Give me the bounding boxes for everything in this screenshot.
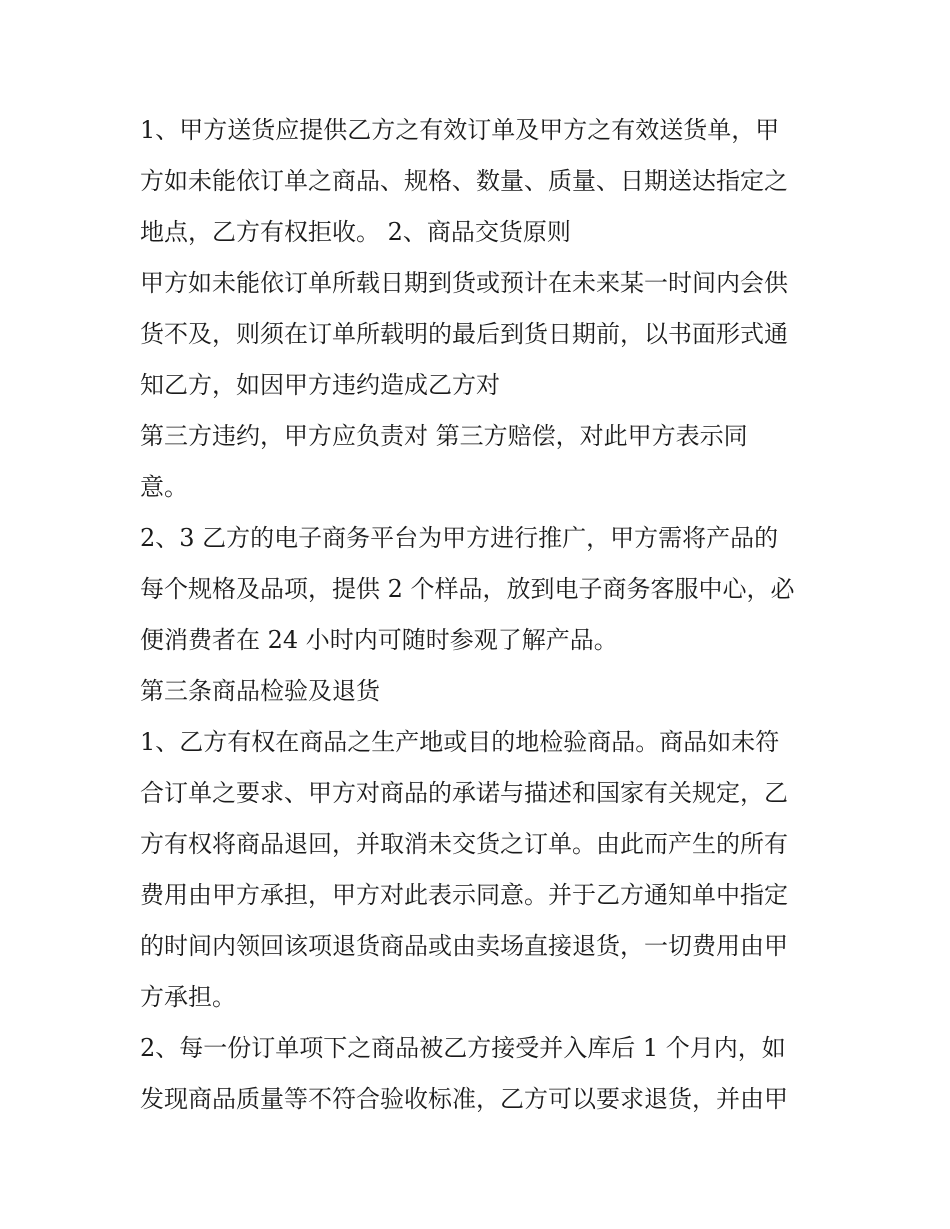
text-line-10: 每个规格及品项，提供 2 个样品，放到电子商务客服中心，必 (140, 575, 795, 603)
section-heading-3: 第三条商品检验及退货 (140, 677, 380, 705)
text-line-15: 方有权将商品退回，并取消未交货之订单。由此而产生的所有 (140, 830, 788, 858)
text-line-2: 方如未能依订单之商品、规格、数量、质量、日期送达指定之 (140, 167, 788, 195)
text-line-11: 便消费者在 24 小时内可随时参观了解产品。 (140, 626, 618, 654)
document-body (140, 105, 820, 1125)
text-line-3: 地点，乙方有权拒收。 2、商品交货原则 (140, 218, 571, 246)
text-line-16: 费用由甲方承担，甲方对此表示同意。并于乙方通知单中指定 (140, 881, 788, 909)
text-line-8: 意。 (140, 473, 188, 501)
text-line-17: 的时间内领回该项退货商品或由卖场直接退货，一切费用由甲 (140, 932, 788, 960)
text-line-5: 货不及，则须在订单所载明的最后到货日期前，以书面形式通 (140, 320, 788, 348)
text-line-7: 第三方违约，甲方应负责对 第三方赔偿，对此甲方表示同 (140, 422, 748, 450)
text-line-18: 方承担。 (140, 983, 236, 1011)
text-line-4: 甲方如未能依订单所载日期到货或预计在未来某一时间内会供 (140, 269, 788, 297)
text-line-6: 知乙方，如因甲方违约造成乙方对 (140, 371, 500, 399)
text-line-9: 2、3 乙方的电子商务平台为甲方进行推广，甲方需将产品的 (140, 524, 779, 552)
text-line-19: 2、每一份订单项下之商品被乙方接受并入库后 1 个月内，如 (140, 1034, 786, 1062)
text-line-13: 1、乙方有权在商品之生产地或目的地检验商品。商品如未符 (140, 728, 780, 756)
text-line-1: 1、甲方送货应提供乙方之有效订单及甲方之有效送货单，甲 (140, 116, 780, 144)
text-line-20: 发现商品质量等不符合验收标准，乙方可以要求退货，并由甲 (140, 1085, 788, 1113)
text-line-14: 合订单之要求、甲方对商品的承诺与描述和国家有关规定，乙 (140, 779, 788, 807)
